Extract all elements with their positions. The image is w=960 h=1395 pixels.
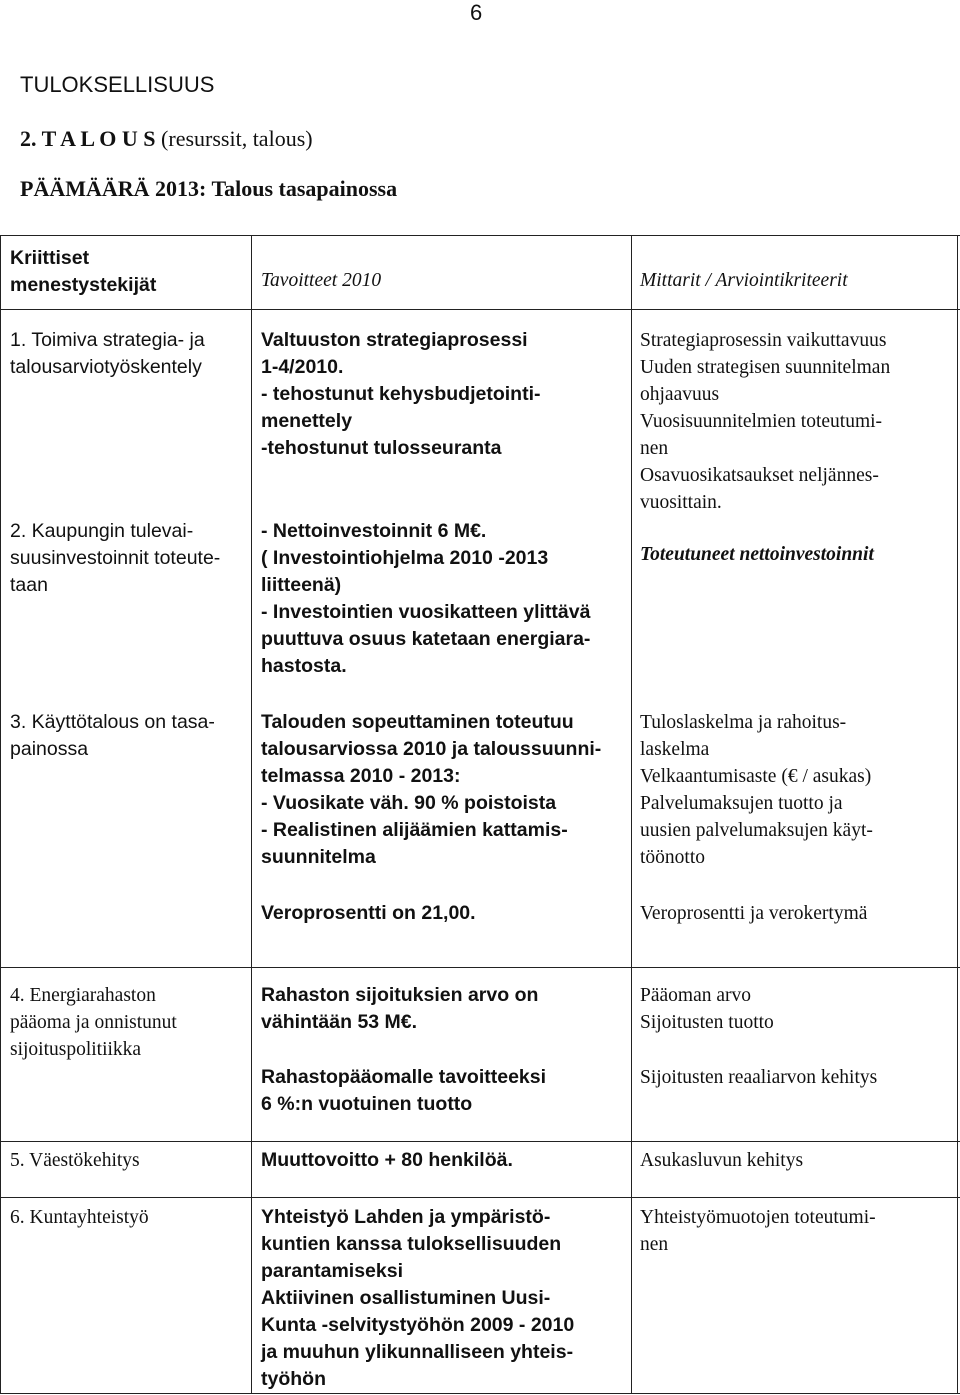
table-rule-bottom bbox=[0, 1393, 960, 1394]
table-rule-row4 bbox=[0, 1141, 960, 1142]
row4-factor: 4. Energiarahaston pääoma ja onnistunut sijoituspolitiikka bbox=[10, 985, 177, 1060]
row6-factor: 6. Kuntayhteistyö bbox=[10, 1207, 149, 1228]
row3-measure: Tuloslaskelma ja rahoitus- laskelma Velkaantumisaste (€ / asukas) Palvelumaksujen tuotto ja uusien palvelumaksujen käyt- töönotto bbox=[640, 712, 873, 868]
row3-tax-rate: Veroprosentti on 21,00. bbox=[261, 902, 476, 924]
row4-target-return: Rahastopääomalle tavoitteeksi 6 %:n vuotuinen tuotto bbox=[261, 1066, 547, 1115]
row2-factor: 2. Kaupungin tulevai- suusinvestoinnit toteute- taan bbox=[10, 520, 221, 596]
table-rule-left bbox=[0, 235, 1, 1393]
row4-target: Rahaston sijoituksien arvo on vähintään 53 M€. bbox=[261, 984, 539, 1033]
table-rule-row3 bbox=[0, 967, 960, 968]
row5-measure: Asukasluvun kehitys bbox=[640, 1150, 804, 1171]
row4-measure: Pääoman arvo Sijoitusten tuotto bbox=[640, 985, 774, 1033]
row3-measure-tax: Veroprosentti ja verokertymä bbox=[640, 903, 868, 924]
table-rule-right bbox=[957, 235, 958, 1393]
goal-heading: PÄÄMÄÄRÄ 2013: Talous tasapainossa bbox=[20, 176, 398, 201]
row1-measure: Strategiaprosessin vaikuttavuus Uuden strategisen suunnitelman ohjaavuus Vuosisuunnitelmien toteutumi- nen Osavuosikatsaukset neljännes- vuosittain. bbox=[640, 330, 891, 513]
row2-target: - Nettoinvestoinnit 6 M€. ( Investointiohjelma 2010 -2013 liitteenä) - Investointien vuosikatteen ylittävä puuttuva osuus katetaan energiara- hastosta. bbox=[261, 520, 591, 677]
table-rule-header bbox=[0, 309, 960, 310]
talous-heading bbox=[20, 126, 313, 152]
section-heading: TULOKSELLISUUS bbox=[20, 72, 215, 97]
row5-factor: 5. Väestökehitys bbox=[10, 1150, 140, 1171]
goals-table bbox=[0, 235, 960, 1395]
row5-target: Muuttovoitto + 80 henkilöä. bbox=[261, 1149, 513, 1171]
row2-measure: Toteutuneet nettoinvestoinnit bbox=[640, 544, 874, 565]
row3-factor: 3. Käyttötalous on tasa- painossa bbox=[10, 711, 215, 760]
talous-heading-title: 2. T A L O U S bbox=[20, 126, 156, 151]
row1-factor: 1. Toimiva strategia- ja talousarviotyöskentely bbox=[10, 329, 205, 378]
header-measures: Mittarit / Arviointikriteerit bbox=[640, 270, 848, 291]
page-number: 6 bbox=[470, 0, 483, 25]
table-rule-col2 bbox=[631, 235, 632, 1393]
row1-target: Valtuuston strategiaprosessi 1-4/2010. - tehostunut kehysbudjetointi- menettely -tehostunut tulosseuranta bbox=[261, 329, 541, 459]
header-critical-factors: Kriittiset menestystekijät bbox=[10, 247, 157, 296]
table-rule-col1 bbox=[251, 235, 252, 1393]
header-targets: Tavoitteet 2010 bbox=[261, 270, 382, 291]
table-rule-top bbox=[0, 235, 960, 236]
talous-heading-note: (resurssit, talous) bbox=[155, 126, 313, 151]
row3-target: Talouden sopeuttaminen toteutuu talousarviossa 2010 ja taloussuunni- telmassa 2010 - 2013: - Vuosikate väh. 90 % poistoista - Realistinen alijäämien kattamis- suunnitelma bbox=[261, 711, 602, 868]
row6-measure: Yhteistyömuotojen toteutumi- nen bbox=[640, 1207, 876, 1255]
row4-measure-real: Sijoitusten reaaliarvon kehitys bbox=[640, 1067, 878, 1088]
table-rule-row5 bbox=[0, 1197, 960, 1198]
row6-target: Yhteistyö Lahden ja ympäristö- kuntien kanssa tuloksellisuuden parantamiseksi Aktiivinen osallistuminen Uusi- Kunta -selvitystyöhön 2009 - 2010 ja muuhun ylikunnalliseen yhteis- työhön bbox=[261, 1206, 575, 1390]
